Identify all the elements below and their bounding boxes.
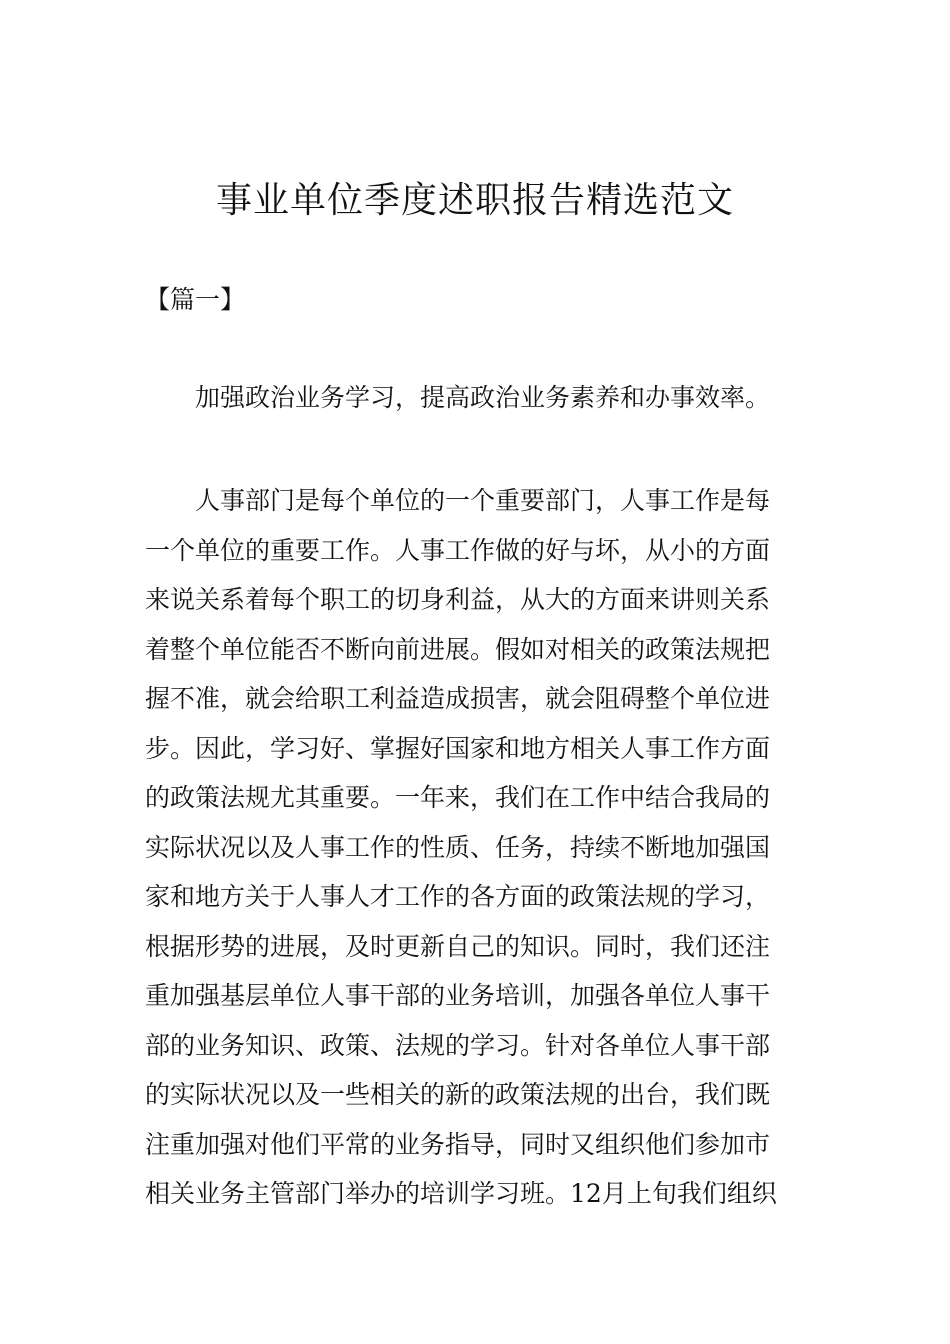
body-line: 相关业务主管部门举办的培训学习班。12月上旬我们组织 xyxy=(145,1179,777,1208)
section-heading: 【篇一】 xyxy=(145,285,246,314)
body-line: 实际状况以及人事工作的性质、任务，持续不断地加强国 xyxy=(145,832,771,862)
body-line: 重加强基层单位人事干部的业务培训，加强各单位人事干 xyxy=(145,981,771,1010)
lead-sentence: 加强政治业务学习，提高政治业务素养和办事效率。 xyxy=(195,383,771,412)
body-line: 一个单位的重要工作。人事工作做的好与坏，从小的方面 xyxy=(145,535,771,565)
body-line: 注重加强对他们平常的业务指导，同时又组织他们参加市 xyxy=(145,1129,771,1159)
body-line: 家和地方关于人事人才工作的各方面的政策法规的学习， xyxy=(145,882,771,911)
body-line: 的实际状况以及一些相关的新的政策法规的出台，我们既 xyxy=(145,1080,771,1109)
body-line: 握不准，就会给职工利益造成损害，就会阻碍整个单位进 xyxy=(145,684,771,713)
body-line: 根据形势的进展，及时更新自己的知识。同时，我们还注 xyxy=(145,931,771,961)
body-line: 人事部门是每个单位的一个重要部门，人事工作是每 xyxy=(195,486,771,515)
body-line: 的政策法规尤其重要。一年来，我们在工作中结合我局的 xyxy=(145,783,771,812)
body-line: 着整个单位能否不断向前进展。假如对相关的政策法规把 xyxy=(145,634,771,664)
body-line: 部的业务知识、政策、法规的学习。针对各单位人事干部 xyxy=(145,1030,771,1060)
document-title: 事业单位季度述职报告精选范文 xyxy=(215,180,734,221)
body-line: 来说关系着每个职工的切身利益，从大的方面来讲则关系 xyxy=(145,585,771,614)
body-line: 步。因此，学习好、掌握好国家和地方相关人事工作方面 xyxy=(145,733,771,763)
body-paragraph xyxy=(145,476,810,1219)
